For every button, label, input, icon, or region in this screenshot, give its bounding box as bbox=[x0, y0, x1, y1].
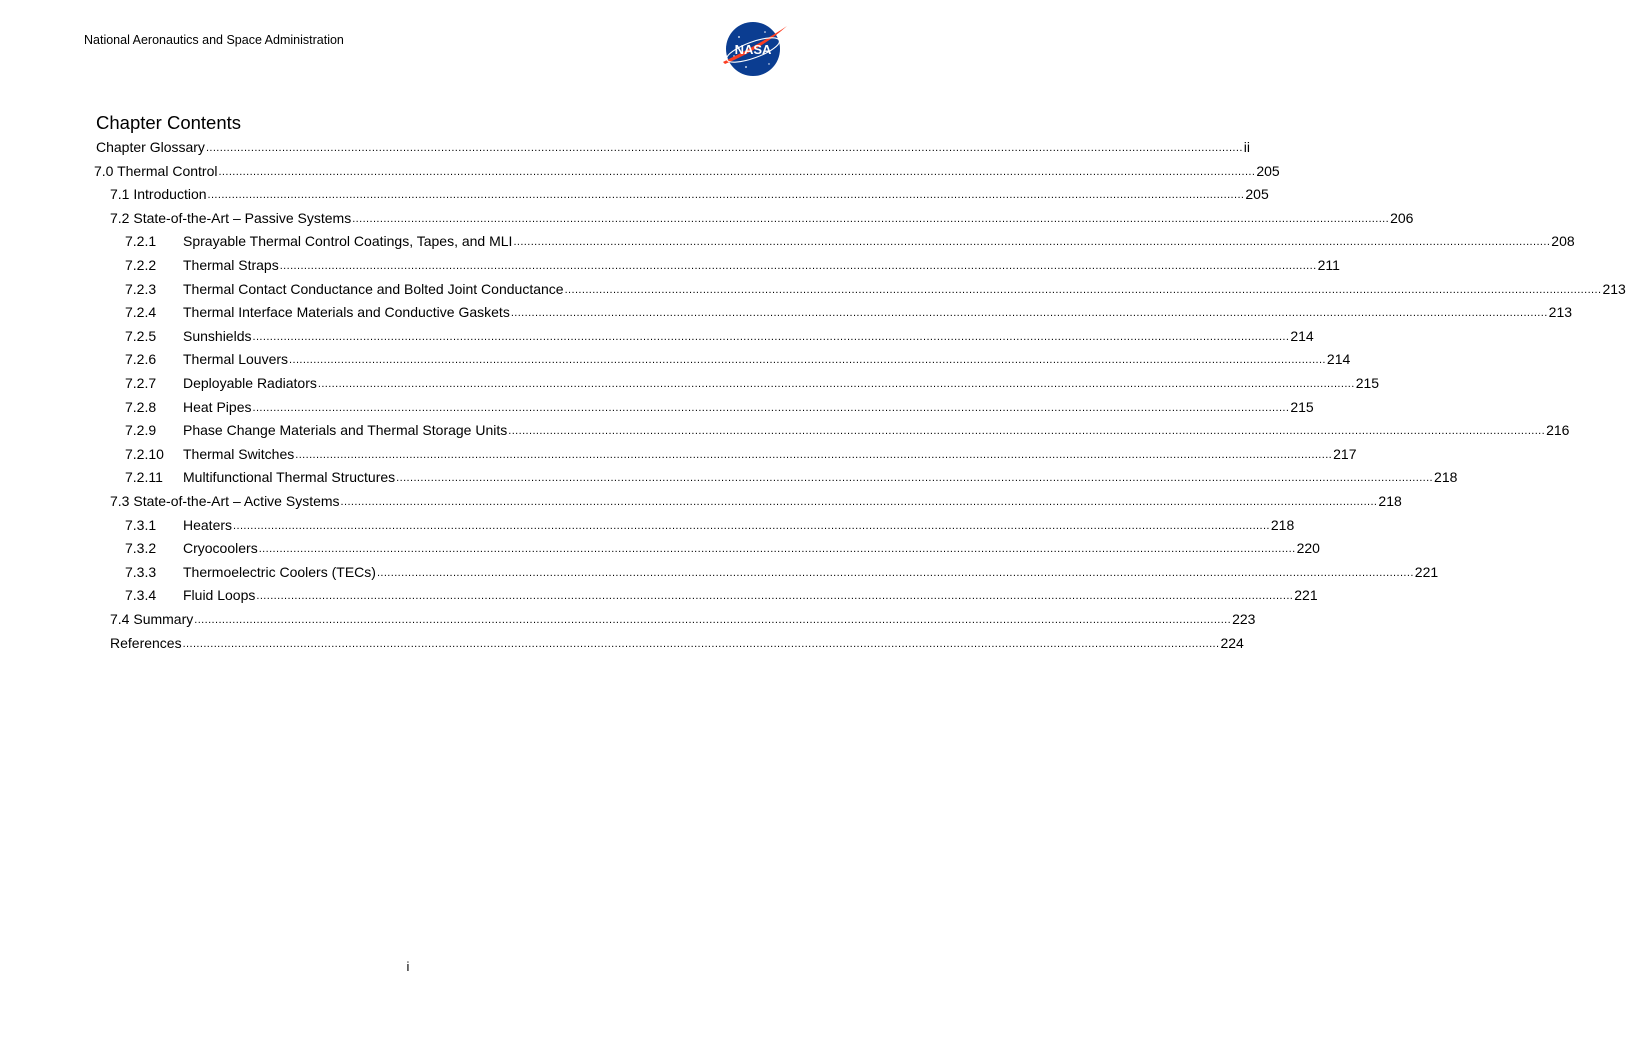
toc-leader-dots: ............................................................................................................................................................................................................................................................................................................ bbox=[289, 354, 1326, 367]
toc-leader-dots: ............................................................................................................................................................................................................................................................................................................ bbox=[258, 543, 1296, 556]
toc-leader-dots: ............................................................................................................................................................................................................................................................................................................ bbox=[218, 165, 1256, 178]
toc-leader-dots: ............................................................................................................................................................................................................................................................................................................ bbox=[295, 448, 1333, 461]
toc-entry[interactable] bbox=[125, 300, 1573, 321]
toc-entry[interactable] bbox=[125, 465, 1458, 486]
toc-entry-page: 214 bbox=[1290, 327, 1314, 344]
toc-entry-page: 221 bbox=[1294, 587, 1318, 604]
toc-entry-title: Chapter Glossary bbox=[96, 139, 205, 155]
toc-entry-title: Sunshields bbox=[183, 327, 252, 344]
toc-entry-page: 220 bbox=[1296, 540, 1320, 557]
toc-leader-dots: ............................................................................................................................................................................................................................................................................................................ bbox=[207, 189, 1245, 202]
toc-entry-page: 217 bbox=[1333, 445, 1357, 462]
toc-entry[interactable] bbox=[94, 159, 1280, 179]
toc-entry-number: 7.2.10 bbox=[125, 445, 164, 462]
toc-entry[interactable] bbox=[125, 229, 1575, 250]
toc-entry[interactable] bbox=[125, 536, 1320, 557]
toc-entry[interactable] bbox=[125, 395, 1314, 415]
toc-leader-dots: ............................................................................................................................................................................................................................................................................................................ bbox=[182, 637, 1220, 650]
toc-entry[interactable] bbox=[125, 277, 1626, 297]
toc-entry-page: 205 bbox=[1245, 186, 1269, 203]
nasa-logo-text: NASA bbox=[734, 42, 772, 57]
toc-entry-page: 216 bbox=[1546, 422, 1570, 439]
toc-entry[interactable] bbox=[110, 489, 1402, 509]
toc-entry-title: 7.2 State-of-the-Art – Passive Systems bbox=[110, 209, 352, 226]
toc-entry[interactable] bbox=[125, 442, 1357, 462]
toc-entry-title: Deployable Radiators bbox=[183, 375, 317, 391]
toc-entry-title: Sprayable Thermal Control Coatings, Tapes, and MLI bbox=[183, 233, 513, 250]
toc-leader-dots: ............................................................................................................................................................................................................................................................................................................ bbox=[279, 260, 1317, 272]
toc-entry-page: 223 bbox=[1232, 611, 1256, 627]
toc-entry[interactable] bbox=[125, 253, 1340, 273]
toc-entry-title: Heat Pipes bbox=[183, 398, 252, 415]
toc-entry[interactable] bbox=[125, 513, 1295, 533]
toc-entry-page: 211 bbox=[1317, 257, 1340, 273]
page-number: i bbox=[406, 959, 410, 974]
toc-entry[interactable] bbox=[125, 418, 1570, 439]
toc-entry-number: 7.3.2 bbox=[125, 540, 157, 557]
nasa-logo-icon bbox=[719, 20, 789, 78]
toc-leader-dots: ............................................................................................................................................................................................................................................................................................................ bbox=[376, 566, 1414, 579]
toc-entry-title: 7.3 State-of-the-Art – Active Systems bbox=[110, 493, 340, 509]
toc-entry-page: 215 bbox=[1355, 375, 1380, 391]
toc-entry-title: Thermal Interface Materials and Conductive Gaskets bbox=[183, 304, 510, 321]
toc-leader-dots: ............................................................................................................................................................................................................................................................................................................ bbox=[194, 614, 1232, 626]
toc-entry-page: 224 bbox=[1220, 634, 1244, 651]
toc-entry-number: 7.2.5 bbox=[125, 327, 157, 344]
toc-entry-page: 213 bbox=[1548, 304, 1573, 321]
toc-entry-page: 221 bbox=[1414, 563, 1439, 580]
toc-leader-dots: ............................................................................................................................................................................................................................................................................................................ bbox=[508, 425, 1546, 438]
toc-entry[interactable] bbox=[125, 371, 1380, 391]
toc-entry-page: 214 bbox=[1326, 351, 1351, 368]
toc-entry-page: 218 bbox=[1378, 493, 1402, 509]
toc-leader-dots: ............................................................................................................................................................................................................................................................................................................ bbox=[396, 472, 1434, 485]
toc-entry-page: 208 bbox=[1551, 233, 1575, 250]
toc-entry-page: 218 bbox=[1270, 516, 1295, 533]
toc-leader-dots: ............................................................................................................................................................................................................................................................................................................ bbox=[564, 283, 1602, 296]
toc-leader-dots: ............................................................................................................................................................................................................................................................................................................ bbox=[513, 236, 1551, 249]
toc-leader-dots: ............................................................................................................................................................................................................................................................................................................ bbox=[317, 378, 1355, 390]
toc-entry-number: 7.2.7 bbox=[125, 375, 157, 391]
toc-entry-page: 215 bbox=[1290, 398, 1314, 415]
toc-entry-number: 7.3.1 bbox=[125, 516, 157, 533]
header-org-name: National Aeronautics and Space Administration bbox=[84, 33, 344, 47]
toc-entry-number: 7.3.4 bbox=[125, 587, 157, 604]
toc-leader-dots: ............................................................................................................................................................................................................................................................................................................ bbox=[252, 401, 1290, 414]
toc-entry-title: Cryocoolers bbox=[183, 540, 258, 557]
toc-entry-title: Heaters bbox=[183, 516, 233, 533]
toc-entry-number: 7.2.9 bbox=[125, 422, 157, 439]
toc-entry[interactable] bbox=[125, 583, 1318, 604]
toc-entry-number: 7.2.2 bbox=[125, 257, 157, 273]
toc-leader-dots: ............................................................................................................................................................................................................................................................................................................ bbox=[252, 330, 1290, 343]
toc-entry-title: Thermal Contact Conductance and Bolted Joint Conductance bbox=[183, 280, 564, 297]
toc-entry-title: References bbox=[110, 634, 182, 651]
toc-entry-number: 7.2.4 bbox=[125, 304, 157, 321]
toc-entry[interactable] bbox=[125, 560, 1439, 580]
toc-leader-dots: ............................................................................................................................................................................................................................................................................................................ bbox=[340, 496, 1378, 508]
toc-leader-dots: ............................................................................................................................................................................................................................................................................................................ bbox=[510, 307, 1548, 320]
toc-entry-title: Thermal Switches bbox=[183, 445, 295, 462]
toc-entry-title: Thermal Louvers bbox=[183, 351, 289, 368]
toc-entry[interactable] bbox=[96, 135, 1251, 155]
toc-leader-dots: ............................................................................................................................................................................................................................................................................................................ bbox=[256, 590, 1294, 603]
toc-entry-page: 206 bbox=[1390, 209, 1414, 226]
toc-entry-number: 7.2.6 bbox=[125, 351, 157, 368]
chapter-title: Chapter Contents bbox=[96, 112, 242, 133]
toc-entry-number: 7.2.8 bbox=[125, 398, 157, 415]
toc-entry-title: 7.0 Thermal Control bbox=[94, 162, 218, 179]
toc-entry[interactable] bbox=[110, 607, 1256, 627]
toc-entry-title: Multifunctional Thermal Structures bbox=[183, 469, 396, 486]
toc-entry-number: 7.3.3 bbox=[125, 563, 157, 580]
toc-entry[interactable] bbox=[110, 182, 1269, 203]
toc-entry-page: 218 bbox=[1434, 469, 1458, 486]
toc-entry-title: Fluid Loops bbox=[183, 587, 256, 604]
toc-entry-title: Thermoelectric Coolers (TECs) bbox=[183, 563, 376, 580]
toc-entry[interactable] bbox=[125, 324, 1314, 344]
toc-entry-title: Thermal Straps bbox=[183, 257, 279, 273]
toc-entry-title: 7.1 Introduction bbox=[110, 186, 207, 203]
toc-leader-dots: ............................................................................................................................................................................................................................................................................................................ bbox=[205, 142, 1243, 154]
toc-entry-title: Phase Change Materials and Thermal Storage Units bbox=[183, 422, 508, 439]
toc-leader-dots: ............................................................................................................................................................................................................................................................................................................ bbox=[352, 212, 1390, 225]
toc-entry-page: 213 bbox=[1602, 280, 1626, 297]
toc-entry-number: 7.2.11 bbox=[125, 469, 163, 486]
toc-entry-page: 205 bbox=[1256, 162, 1280, 179]
toc-entry[interactable] bbox=[125, 347, 1351, 368]
toc-entry-number: 7.2.3 bbox=[125, 280, 157, 297]
toc-entry-title: 7.4 Summary bbox=[110, 611, 194, 627]
toc-entry-number: 7.2.1 bbox=[125, 233, 157, 250]
toc-entry-page: ii bbox=[1243, 139, 1251, 155]
toc-entry[interactable] bbox=[110, 206, 1414, 226]
toc-entry[interactable] bbox=[110, 631, 1244, 651]
toc-leader-dots: ............................................................................................................................................................................................................................................................................................................ bbox=[233, 519, 1270, 532]
